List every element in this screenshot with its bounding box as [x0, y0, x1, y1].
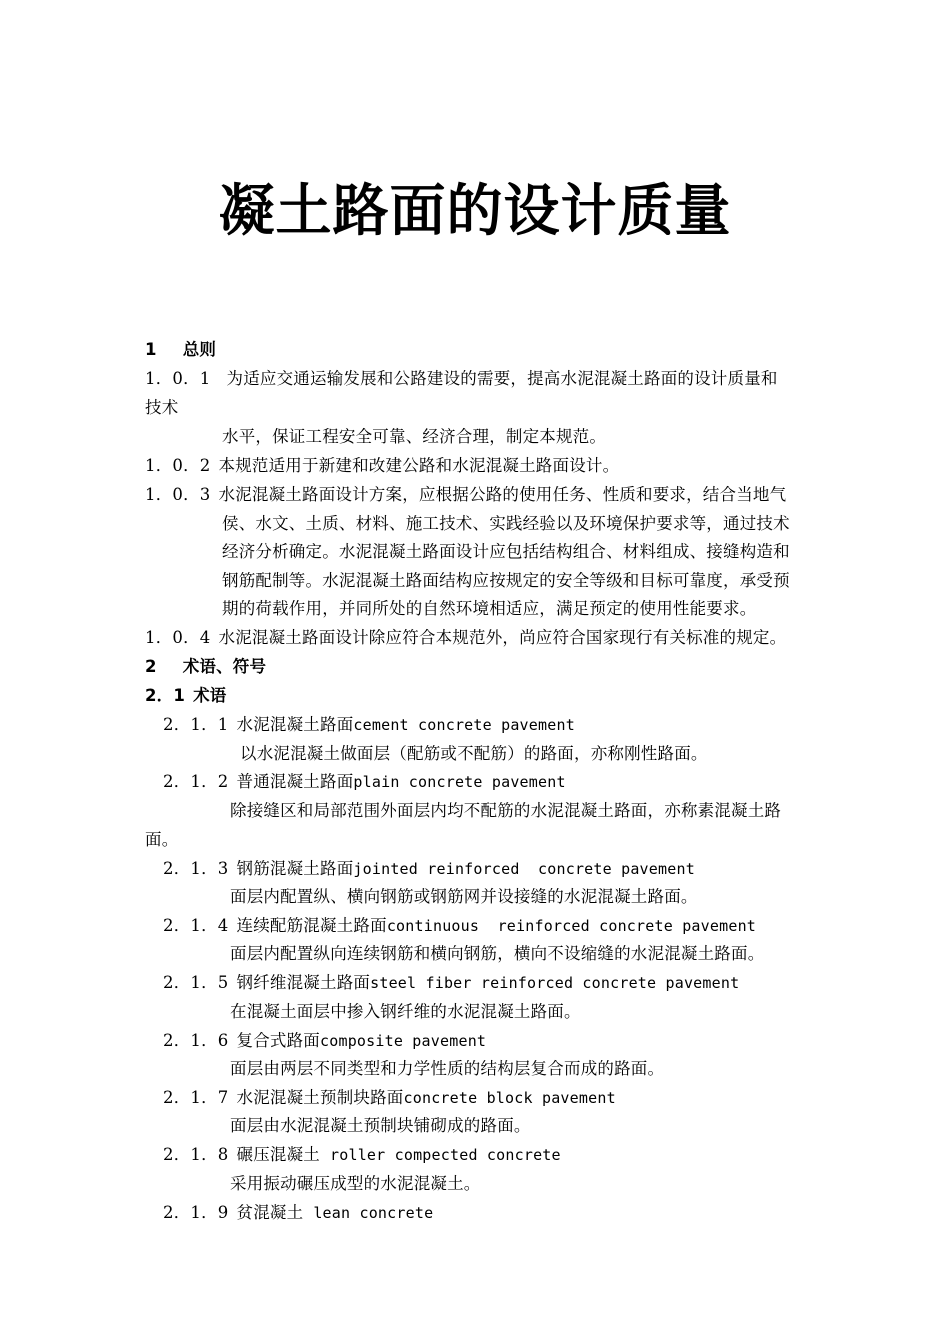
term-2-1-7 [163, 1088, 616, 1108]
term-2-1-1 [163, 715, 575, 735]
page-title: 凝土路面的设计质量 [218, 179, 732, 244]
section-title: 术语 [193, 686, 227, 705]
clause-number: 1．0．2 [145, 456, 211, 475]
term-definition: 面层内配置纵向连续钢筋和横向钢筋，横向不设缩缝的水泥混凝土路面。 [230, 944, 765, 963]
clause-text-line: 经济分析确定。水泥混凝土路面设计应包括结构组合、材料组成、接缝构造和 [222, 542, 790, 561]
term-chinese: 水泥混凝土路面 [236, 715, 354, 734]
clause-text: 为适应交通运输发展和公路建设的需要，提高水泥混凝土路面的设计质量和 [226, 369, 778, 388]
term-definition: 面层由两层不同类型和力学性质的结构层复合而成的路面。 [230, 1059, 665, 1078]
term-english: cement concrete pavement [353, 716, 575, 734]
term-definition: 面层内配置纵、横向钢筋或钢筋网并设接缝的水泥混凝土路面。 [230, 887, 698, 906]
section-number: 2 [145, 657, 157, 676]
clause-1-0-4 [145, 628, 786, 648]
clause-text-line: 侯、水文、土质、材料、施工技术、实践经验以及环境保护要求等，通过技术 [222, 514, 790, 533]
term-english: lean concrete [313, 1204, 434, 1222]
clause-1-0-1 [145, 369, 778, 389]
clause-text-line: 钢筋配制等。水泥混凝土路面结构应按规定的安全等级和目标可靠度，承受预 [222, 571, 790, 590]
term-number: 2．1．3 [163, 859, 229, 878]
term-english: steel fiber reinforced concrete pavement [370, 974, 740, 992]
term-english: jointed reinforced concrete pavement [353, 860, 695, 878]
term-number: 2．1．6 [163, 1031, 229, 1050]
term-definition: 在混凝土面层中掺入钢纤维的水泥混凝土路面。 [230, 1002, 581, 1021]
term-chinese: 钢筋混凝土路面 [236, 859, 354, 878]
term-number: 2．1．9 [163, 1203, 229, 1222]
term-number: 2．1．4 [163, 916, 229, 935]
clause-1-0-3 [145, 485, 786, 505]
term-2-1-3 [163, 859, 695, 879]
term-2-1-5 [163, 973, 739, 993]
term-number: 2．1．7 [163, 1088, 229, 1107]
term-2-1-8 [163, 1145, 561, 1165]
term-english: composite pavement [320, 1032, 487, 1050]
term-english: roller compected concrete [330, 1146, 561, 1164]
term-chinese: 水泥混凝土预制块路面 [236, 1088, 404, 1107]
section-title: 术语、符号 [182, 657, 267, 676]
clause-1-0-2 [145, 456, 619, 476]
term-definition-continued: 面。 [145, 830, 179, 849]
section-1-heading [145, 340, 216, 360]
section-title: 总则 [182, 340, 217, 359]
section-2-1-heading [145, 686, 226, 706]
term-number: 2．1．2 [163, 772, 229, 791]
clause-text: 水泥混凝土路面设计除应符合本规范外，尚应符合国家现行有关标准的规定。 [218, 628, 787, 647]
term-number: 2．1．5 [163, 973, 229, 992]
term-chinese: 普通混凝土路面 [236, 772, 354, 791]
term-chinese: 钢纤维混凝土路面 [236, 973, 371, 992]
term-chinese: 贫混凝土 [236, 1203, 304, 1222]
term-2-1-6 [163, 1031, 486, 1051]
term-english: continuous reinforced concrete pavement [386, 917, 757, 935]
term-number: 2．1．8 [163, 1145, 229, 1164]
term-chinese: 连续配筋混凝土路面 [236, 916, 387, 935]
clause-number: 1．0．1 [145, 369, 211, 388]
term-definition: 以水泥混凝土做面层（配筋或不配筋）的路面，亦称刚性路面。 [240, 744, 708, 763]
term-2-1-2 [163, 772, 566, 792]
clause-text-line: 期的荷载作用，并同所处的自然环境相适应，满足预定的使用性能要求。 [222, 599, 757, 618]
term-number: 2．1．1 [163, 715, 229, 734]
term-definition: 采用振动碾压成型的水泥混凝土。 [230, 1174, 481, 1193]
term-definition: 除接缝区和局部范围外面层内均不配筋的水泥混凝土路面，亦称素混凝土路 [230, 801, 782, 820]
clause-number: 1．0．4 [145, 628, 211, 647]
term-chinese: 碾压混凝土 [236, 1145, 320, 1164]
section-number: 1 [145, 340, 157, 359]
clause-number: 1．0．3 [145, 485, 211, 504]
clause-text-line: 水平，保证工程安全可靠、经济合理，制定本规范。 [222, 427, 607, 446]
term-chinese: 复合式路面 [236, 1031, 320, 1050]
section-number: 2．1 [145, 686, 186, 705]
term-2-1-9 [163, 1203, 433, 1223]
term-english: concrete block pavement [403, 1089, 616, 1107]
term-2-1-4 [163, 916, 756, 936]
term-english: plain concrete pavement [353, 773, 566, 791]
section-2-heading [145, 657, 266, 677]
clause-text: 本规范适用于新建和改建公路和水泥混凝土路面设计。 [218, 456, 620, 475]
term-definition: 面层由水泥混凝土预制块铺砌成的路面。 [230, 1116, 531, 1135]
clause-text: 水泥混凝土路面设计方案，应根据公路的使用任务、性质和要求，结合当地气 [218, 485, 787, 504]
clause-text-line: 技术 [145, 398, 179, 417]
